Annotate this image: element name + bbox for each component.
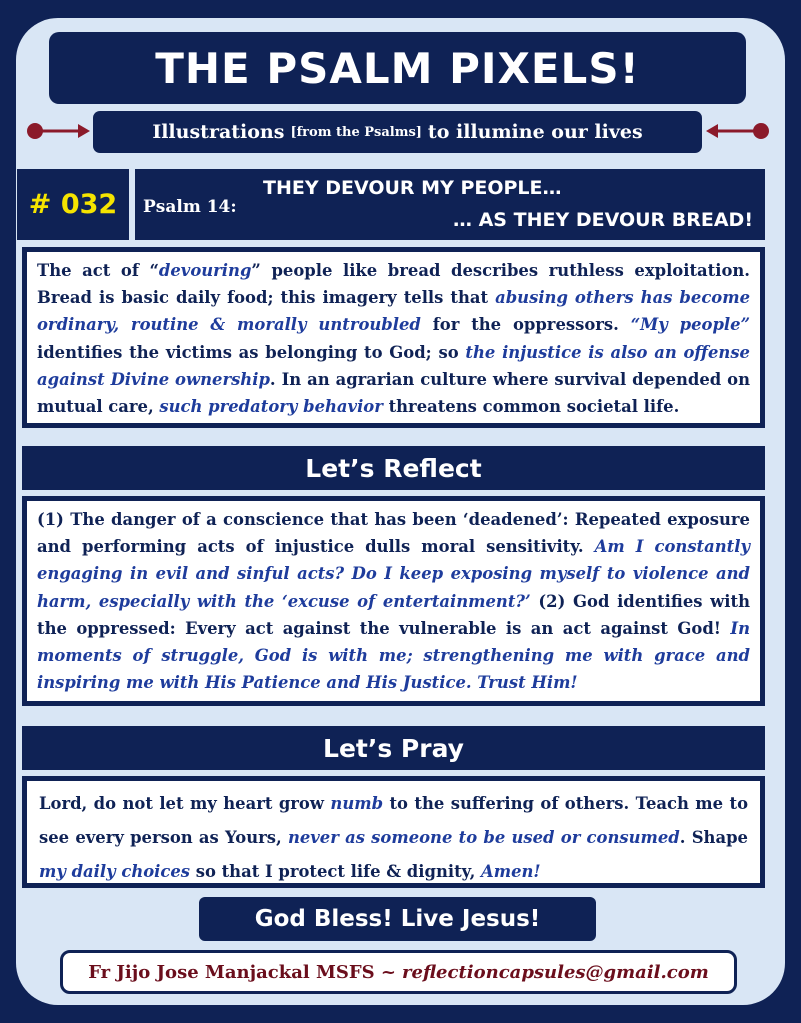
reflect-heading-bar	[22, 446, 765, 490]
text-segment-emphasis: never as someone to be used or consumed	[287, 828, 680, 847]
psalm-heading-box	[135, 169, 765, 240]
text-segment: The act of “	[37, 261, 159, 280]
episode-number-box	[17, 169, 129, 240]
text-segment-emphasis: the injustice is also an offense against Divine ownership	[37, 342, 750, 389]
text-segment: Lord, do not let my heart grow	[39, 794, 331, 813]
text-segment: . Shape	[679, 828, 748, 847]
text-segment-emphasis: my daily choices	[39, 862, 191, 881]
pray-heading-bar	[22, 726, 765, 770]
psalm-verse-line-1: THEY DEVOUR MY PEOPLE…	[263, 177, 562, 199]
arrow-left-icon	[704, 120, 772, 142]
reflect-paragraph	[22, 496, 765, 706]
episode-number: # 032	[28, 189, 118, 220]
title-banner	[49, 32, 746, 104]
subtitle-text-small: [from the Psalms]	[290, 124, 422, 140]
text-segment-emphasis: Amen!	[481, 862, 541, 881]
text-segment-emphasis: “My people”	[630, 315, 750, 335]
arrow-right-icon	[24, 120, 92, 142]
psalm-verse-line-2: … AS THEY DEVOUR BREAD!	[452, 209, 753, 231]
page-title: THE PSALM PIXELS!	[155, 43, 640, 93]
intro-paragraph	[22, 247, 765, 428]
closing-text: God Bless! Live Jesus!	[254, 906, 541, 932]
author-name: Fr Jijo Jose Manjackal MSFS ~	[88, 961, 397, 983]
text-segment: to the suffering of others. Teach me to see every person as Yours,	[39, 794, 749, 847]
pray-heading: Let’s Pray	[323, 733, 464, 763]
text-segment: (2) God identifies with the oppressed: Every act against the vulnerable is an act against God!	[37, 591, 750, 638]
footer-credit	[60, 950, 737, 994]
text-segment: . In an agrarian culture where survival depended on mutual care,	[37, 369, 750, 417]
text-segment: so that I protect life & dignity,	[190, 862, 482, 881]
text-segment-emphasis: Am I constantly engaging in evil and sinful acts? Do I keep exposing myself to violence and harm, especially with the ‘excuse of entertainment?’	[37, 537, 750, 611]
text-segment: for the oppressors.	[420, 315, 631, 335]
text-segment: (1) The danger of a conscience that has been ‘deadened’: Repeated exposure and performing acts of injustice dulls moral sensitivity.	[37, 510, 750, 557]
text-segment: identifies the victims as belonging to God; so	[37, 342, 466, 362]
prayer-paragraph	[22, 776, 765, 888]
text-segment: ” people like bread describes ruthless exploitation. Bread is basic daily food; this imagery tells that	[37, 261, 750, 308]
closing-banner	[199, 897, 596, 941]
psalm-label: Psalm 14:	[143, 197, 237, 217]
reflect-heading: Let’s Reflect	[305, 453, 482, 483]
text-segment-emphasis: In moments of struggle, God is with me; strengthening me with grace and inspiring me with His Patience and His Justice. Trust Him!	[37, 618, 750, 693]
text-segment-emphasis: devouring	[158, 261, 252, 280]
text-segment: threatens common societal life.	[382, 397, 680, 417]
text-segment-emphasis: abusing others has become ordinary, routine & morally untroubled	[37, 288, 751, 335]
subtitle-text-end: to illumine our lives	[427, 121, 643, 143]
subtitle-bar	[93, 111, 702, 153]
subtitle-text-start: Illustrations	[152, 121, 285, 143]
text-segment-emphasis: numb	[330, 794, 384, 813]
author-email[interactable]: reflectioncapsules@gmail.com	[402, 961, 709, 983]
text-segment-emphasis: such predatory behavior	[159, 397, 383, 417]
